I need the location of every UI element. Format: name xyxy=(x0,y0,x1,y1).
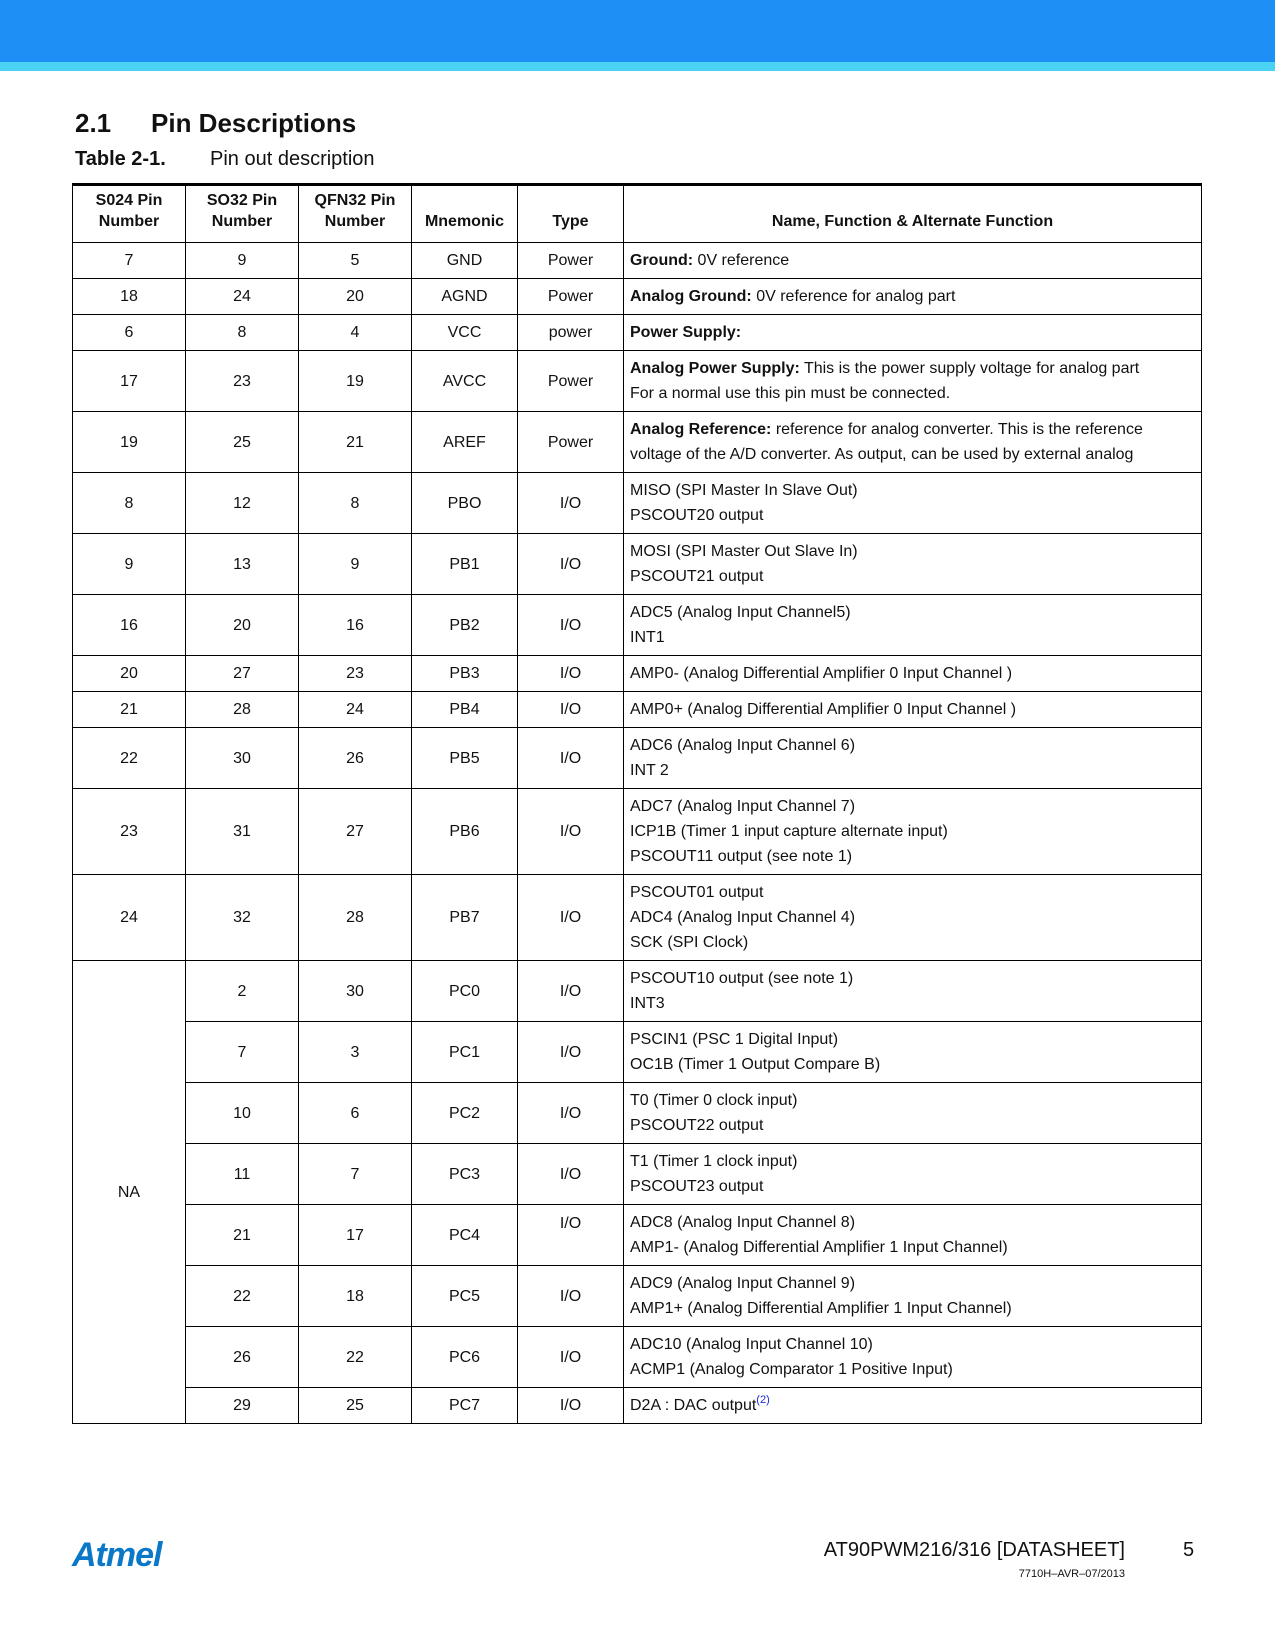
function-line xyxy=(630,1393,1195,1418)
function-text: INT 2 xyxy=(630,762,669,779)
function-line xyxy=(630,733,1195,758)
mnemonic-cell: PB2 xyxy=(412,595,518,656)
section-number: 2.1 xyxy=(75,108,112,138)
function-line xyxy=(630,1174,1195,1199)
qfn32-pin-cell: 8 xyxy=(299,473,412,534)
qfn32-pin-cell: 22 xyxy=(299,1327,412,1388)
function-text: AMP1- (Analog Differential Amplifier 1 Input Channel) xyxy=(630,1239,1008,1256)
function-cell xyxy=(624,315,1202,351)
function-line xyxy=(630,1210,1195,1235)
mnemonic-cell: GND xyxy=(412,243,518,279)
so24-pin-cell: 20 xyxy=(73,656,186,692)
so32-pin-cell: 7 xyxy=(186,1022,299,1083)
table-row xyxy=(73,1022,1202,1083)
table-row xyxy=(73,875,1202,961)
function-text: OC1B (Timer 1 Output Compare B) xyxy=(630,1056,881,1073)
function-line xyxy=(630,625,1195,650)
column-header-line: SO32 Pin xyxy=(206,192,278,209)
function-line xyxy=(630,284,1195,309)
table-row xyxy=(73,534,1202,595)
function-text: INT1 xyxy=(630,629,665,646)
column-header-line: S024 Pin xyxy=(95,192,163,209)
mnemonic-cell: PB4 xyxy=(412,692,518,728)
mnemonic-cell: PC4 xyxy=(412,1205,518,1266)
so24-pin-cell: NA xyxy=(73,961,186,1424)
mnemonic-cell: PC3 xyxy=(412,1144,518,1205)
function-cell xyxy=(624,1266,1202,1327)
table-row xyxy=(73,473,1202,534)
function-text: T1 (Timer 1 clock input) xyxy=(630,1153,798,1170)
so32-pin-cell: 20 xyxy=(186,595,299,656)
function-text: PSCOUT10 output (see note 1) xyxy=(630,970,854,987)
type-cell: I/O xyxy=(518,692,624,728)
function-text: SCK (SPI Clock) xyxy=(630,934,749,951)
so24-pin-cell: 19 xyxy=(73,412,186,473)
page-number: 5 xyxy=(1183,1539,1195,1561)
function-line xyxy=(630,819,1195,844)
function-line xyxy=(630,794,1195,819)
type-cell: I/O xyxy=(518,1327,624,1388)
so32-pin-cell: 24 xyxy=(186,279,299,315)
so32-pin-cell: 27 xyxy=(186,656,299,692)
function-line xyxy=(630,381,1195,406)
type-cell: I/O xyxy=(518,1083,624,1144)
mnemonic-cell: PC5 xyxy=(412,1266,518,1327)
function-line xyxy=(630,539,1195,564)
qfn32-pin-cell: 7 xyxy=(299,1144,412,1205)
function-cell xyxy=(624,534,1202,595)
table-row xyxy=(73,412,1202,473)
so32-pin-cell: 31 xyxy=(186,789,299,875)
so24-pin-cell: 22 xyxy=(73,728,186,789)
type-cell: Power xyxy=(518,243,624,279)
function-cell xyxy=(624,412,1202,473)
so24-pin-cell: 21 xyxy=(73,692,186,728)
function-cell xyxy=(624,789,1202,875)
so24-pin-cell: 6 xyxy=(73,315,186,351)
so24-pin-cell: 8 xyxy=(73,473,186,534)
column-header-line: Number xyxy=(211,213,273,230)
section-title xyxy=(75,108,356,139)
mnemonic-cell: PC0 xyxy=(412,961,518,1022)
function-line xyxy=(630,930,1195,955)
column-header xyxy=(73,185,186,243)
so32-pin-cell: 10 xyxy=(186,1083,299,1144)
document-name: AT90PWM216/316 [DATASHEET] xyxy=(823,1539,1125,1561)
so32-pin-cell: 32 xyxy=(186,875,299,961)
function-text: voltage of the A/D converter. As output, can be used by external analog xyxy=(630,446,1134,463)
function-line xyxy=(630,600,1195,625)
function-cell xyxy=(624,1144,1202,1205)
qfn32-pin-cell: 16 xyxy=(299,595,412,656)
so32-pin-cell: 28 xyxy=(186,692,299,728)
qfn32-pin-cell: 24 xyxy=(299,692,412,728)
table-row xyxy=(73,1205,1202,1266)
function-cell xyxy=(624,656,1202,692)
function-text: T0 (Timer 0 clock input) xyxy=(630,1092,798,1109)
function-text: For a normal use this pin must be connected. xyxy=(630,385,951,402)
so32-pin-cell: 8 xyxy=(186,315,299,351)
function-cell xyxy=(624,1022,1202,1083)
function-text: PSCOUT01 output xyxy=(630,884,764,901)
function-line xyxy=(630,661,1195,686)
function-line xyxy=(630,905,1195,930)
function-text: MOSI (SPI Master Out Slave In) xyxy=(630,543,858,560)
function-line xyxy=(630,1271,1195,1296)
column-header-line: QFN32 Pin xyxy=(314,192,396,209)
qfn32-pin-cell: 21 xyxy=(299,412,412,473)
function-line xyxy=(630,1332,1195,1357)
atmel-logo: Atmel xyxy=(72,1536,162,1574)
type-cell: I/O xyxy=(518,1022,624,1083)
function-cell xyxy=(624,961,1202,1022)
qfn32-pin-cell: 26 xyxy=(299,728,412,789)
function-name: Power Supply: xyxy=(630,324,742,341)
table-header xyxy=(73,185,1202,243)
function-text: ICP1B (Timer 1 input capture alternate input) xyxy=(630,823,948,840)
type-cell: I/O xyxy=(518,961,624,1022)
function-name: Analog Reference: xyxy=(630,421,772,438)
function-line xyxy=(630,1113,1195,1138)
function-text: 0V reference for analog part xyxy=(751,288,956,305)
so32-pin-cell: 23 xyxy=(186,351,299,412)
column-header xyxy=(299,185,412,243)
so32-pin-cell: 13 xyxy=(186,534,299,595)
type-cell: I/O xyxy=(518,534,624,595)
function-cell xyxy=(624,279,1202,315)
type-cell: I/O xyxy=(518,1205,624,1266)
function-text: ADC4 (Analog Input Channel 4) xyxy=(630,909,856,926)
table-caption xyxy=(75,148,375,171)
function-cell xyxy=(624,243,1202,279)
function-text: MISO (SPI Master In Slave Out) xyxy=(630,482,858,499)
function-text: INT3 xyxy=(630,995,665,1012)
mnemonic-cell: AGND xyxy=(412,279,518,315)
so32-pin-cell: 26 xyxy=(186,1327,299,1388)
note-reference: (2) xyxy=(756,1394,770,1406)
function-text: AMP0- (Analog Differential Amplifier 0 Input Channel ) xyxy=(630,665,1013,682)
function-line xyxy=(630,417,1195,442)
qfn32-pin-cell: 28 xyxy=(299,875,412,961)
qfn32-pin-cell: 5 xyxy=(299,243,412,279)
type-cell: I/O xyxy=(518,473,624,534)
function-line xyxy=(630,564,1195,589)
table-row xyxy=(73,961,1202,1022)
table-row xyxy=(73,1327,1202,1388)
qfn32-pin-cell: 19 xyxy=(299,351,412,412)
type-cell: power xyxy=(518,315,624,351)
function-text: PSCOUT22 output xyxy=(630,1117,764,1134)
mnemonic-cell: PC1 xyxy=(412,1022,518,1083)
so32-pin-cell: 25 xyxy=(186,412,299,473)
function-line xyxy=(630,758,1195,783)
function-text: ACMP1 (Analog Comparator 1 Positive Input) xyxy=(630,1361,953,1378)
function-text: ADC9 (Analog Input Channel 9) xyxy=(630,1275,856,1292)
header-row xyxy=(73,185,1202,243)
table-row xyxy=(73,351,1202,412)
function-text: 0V reference xyxy=(693,252,790,269)
mnemonic-cell: AREF xyxy=(412,412,518,473)
table-row xyxy=(73,692,1202,728)
qfn32-pin-cell: 25 xyxy=(299,1388,412,1424)
column-header-line: Number xyxy=(324,213,386,230)
table-row xyxy=(73,243,1202,279)
so24-pin-cell: 7 xyxy=(73,243,186,279)
so32-pin-cell: 11 xyxy=(186,1144,299,1205)
function-text: ADC8 (Analog Input Channel 8) xyxy=(630,1214,856,1231)
mnemonic-cell: PC7 xyxy=(412,1388,518,1424)
function-line xyxy=(630,697,1195,722)
so32-pin-cell: 2 xyxy=(186,961,299,1022)
function-cell xyxy=(624,595,1202,656)
function-line xyxy=(630,478,1195,503)
qfn32-pin-cell: 30 xyxy=(299,961,412,1022)
type-cell: I/O xyxy=(518,728,624,789)
so24-pin-cell: 16 xyxy=(73,595,186,656)
header-stripe xyxy=(0,62,1275,71)
function-line xyxy=(630,991,1195,1016)
so32-pin-cell: 30 xyxy=(186,728,299,789)
so32-pin-cell: 9 xyxy=(186,243,299,279)
function-text: reference for analog converter. This is the reference xyxy=(771,421,1143,438)
qfn32-pin-cell: 3 xyxy=(299,1022,412,1083)
type-cell: I/O xyxy=(518,875,624,961)
column-header-line: Name, Function & Alternate Function xyxy=(771,213,1054,230)
function-line xyxy=(630,1296,1195,1321)
function-text: D2A : DAC output xyxy=(630,1397,757,1414)
so32-pin-cell: 12 xyxy=(186,473,299,534)
table-row xyxy=(73,1083,1202,1144)
function-text: PSCIN1 (PSC 1 Digital Input) xyxy=(630,1031,839,1048)
column-header-line: Mnemonic xyxy=(424,213,505,230)
document-code: 7710H–AVR–07/2013 xyxy=(1018,1568,1125,1580)
table-row xyxy=(73,789,1202,875)
table-row xyxy=(73,1388,1202,1424)
function-line xyxy=(630,1027,1195,1052)
qfn32-pin-cell: 4 xyxy=(299,315,412,351)
so24-pin-cell: 17 xyxy=(73,351,186,412)
column-header xyxy=(186,185,299,243)
function-line xyxy=(630,1357,1195,1382)
type-cell: Power xyxy=(518,412,624,473)
function-text: ADC10 (Analog Input Channel 10) xyxy=(630,1336,873,1353)
function-cell xyxy=(624,1327,1202,1388)
function-text: ADC5 (Analog Input Channel5) xyxy=(630,604,851,621)
so32-pin-cell: 22 xyxy=(186,1266,299,1327)
table-caption-label: Table 2-1. xyxy=(75,148,166,170)
type-cell: I/O xyxy=(518,1388,624,1424)
type-cell: I/O xyxy=(518,595,624,656)
function-text: AMP0+ (Analog Differential Amplifier 0 Input Channel ) xyxy=(630,701,1017,718)
table-row xyxy=(73,595,1202,656)
function-line xyxy=(630,320,1195,345)
qfn32-pin-cell: 17 xyxy=(299,1205,412,1266)
column-header xyxy=(412,185,518,243)
so24-pin-cell: 18 xyxy=(73,279,186,315)
mnemonic-cell: PB6 xyxy=(412,789,518,875)
qfn32-pin-cell: 27 xyxy=(299,789,412,875)
function-text: ADC6 (Analog Input Channel 6) xyxy=(630,737,856,754)
table-row xyxy=(73,315,1202,351)
mnemonic-cell: PBO xyxy=(412,473,518,534)
qfn32-pin-cell: 9 xyxy=(299,534,412,595)
function-text: PSCOUT23 output xyxy=(630,1178,764,1195)
function-line xyxy=(630,1235,1195,1260)
mnemonic-cell: PB7 xyxy=(412,875,518,961)
header-band xyxy=(0,0,1275,62)
function-line xyxy=(630,356,1195,381)
function-cell xyxy=(624,875,1202,961)
mnemonic-cell: PC2 xyxy=(412,1083,518,1144)
table-row xyxy=(73,1266,1202,1327)
type-cell: Power xyxy=(518,279,624,315)
mnemonic-cell: PB3 xyxy=(412,656,518,692)
mnemonic-cell: PC6 xyxy=(412,1327,518,1388)
function-text: PSCOUT21 output xyxy=(630,568,764,585)
type-cell: I/O xyxy=(518,656,624,692)
function-cell xyxy=(624,1083,1202,1144)
type-cell: Power xyxy=(518,351,624,412)
column-header-line: Type xyxy=(552,213,589,230)
table-row xyxy=(73,656,1202,692)
mnemonic-cell: PB5 xyxy=(412,728,518,789)
function-line xyxy=(630,503,1195,528)
function-name: Analog Power Supply: xyxy=(630,360,800,377)
mnemonic-cell: VCC xyxy=(412,315,518,351)
function-text: PSCOUT11 output (see note 1) xyxy=(630,848,853,865)
function-text: ADC7 (Analog Input Channel 7) xyxy=(630,798,856,815)
function-cell xyxy=(624,1205,1202,1266)
so24-pin-cell: 9 xyxy=(73,534,186,595)
type-cell: I/O xyxy=(518,789,624,875)
so32-pin-cell: 29 xyxy=(186,1388,299,1424)
section-heading: Pin Descriptions xyxy=(151,108,357,138)
type-cell: I/O xyxy=(518,1266,624,1327)
function-cell xyxy=(624,351,1202,412)
function-text: This is the power supply voltage for analog part xyxy=(799,360,1140,377)
function-cell xyxy=(624,473,1202,534)
table-body xyxy=(73,243,1202,1424)
function-cell xyxy=(624,728,1202,789)
table-row xyxy=(73,1144,1202,1205)
mnemonic-cell: PB1 xyxy=(412,534,518,595)
table-row xyxy=(73,728,1202,789)
table-row xyxy=(73,279,1202,315)
function-text: AMP1+ (Analog Differential Amplifier 1 Input Channel) xyxy=(630,1300,1012,1317)
pin-description-table xyxy=(72,183,1202,1424)
function-line xyxy=(630,1149,1195,1174)
so32-pin-cell: 21 xyxy=(186,1205,299,1266)
table-caption-text: Pin out description xyxy=(210,148,375,170)
function-line xyxy=(630,966,1195,991)
function-name: Ground: xyxy=(630,252,694,269)
so24-pin-cell: 24 xyxy=(73,875,186,961)
function-cell xyxy=(624,1388,1202,1424)
function-line xyxy=(630,248,1195,273)
function-line xyxy=(630,844,1195,869)
column-header-line: Number xyxy=(98,213,160,230)
so24-pin-cell: 23 xyxy=(73,789,186,875)
qfn32-pin-cell: 20 xyxy=(299,279,412,315)
mnemonic-cell: AVCC xyxy=(412,351,518,412)
type-cell: I/O xyxy=(518,1144,624,1205)
function-line xyxy=(630,880,1195,905)
qfn32-pin-cell: 23 xyxy=(299,656,412,692)
function-cell xyxy=(624,692,1202,728)
function-line xyxy=(630,442,1195,467)
function-line xyxy=(630,1052,1195,1077)
function-text: PSCOUT20 output xyxy=(630,507,764,524)
function-line xyxy=(630,1088,1195,1113)
function-name: Analog Ground: xyxy=(630,288,752,305)
qfn32-pin-cell: 6 xyxy=(299,1083,412,1144)
qfn32-pin-cell: 18 xyxy=(299,1266,412,1327)
column-header xyxy=(518,185,624,243)
column-header xyxy=(624,185,1202,243)
